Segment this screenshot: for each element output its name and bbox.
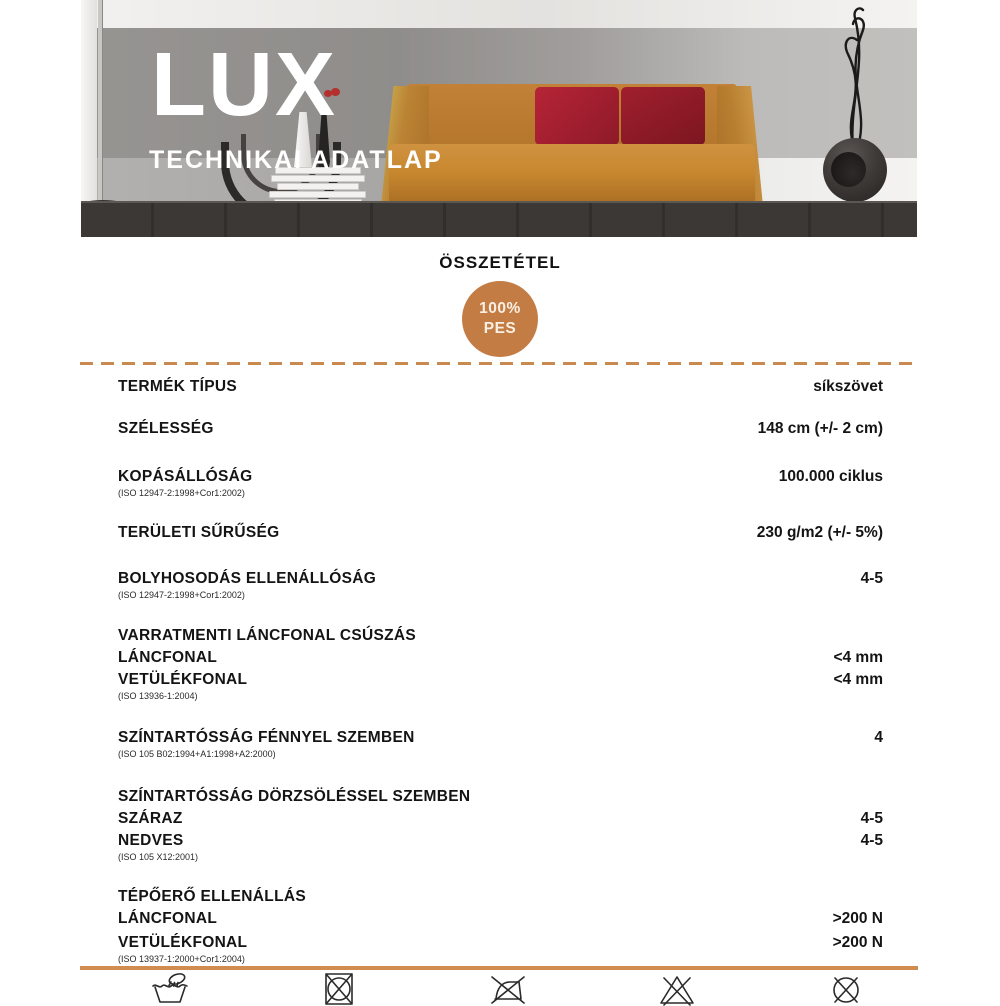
- header-photo: [81, 0, 917, 237]
- spec-value: 100.000 ciklus: [778, 468, 883, 485]
- spec-group-szintartossag-dorzsoles: [118, 787, 883, 862]
- spec-value: síkszövet: [813, 378, 883, 395]
- red-pillow-right: [621, 87, 705, 145]
- spec-iso-standard: (ISO 12947-2:1998+Cor1:2002): [118, 590, 245, 600]
- spec-label: SZÁRAZ: [118, 810, 183, 827]
- spec-group-label: VARRATMENTI LÁNCFONAL CSÚSZÁS: [118, 627, 417, 644]
- spec-iso-standard: (ISO 12947-2:1998+Cor1:2002): [118, 488, 245, 498]
- spec-label: SZÉLESSÉG: [118, 420, 214, 437]
- page-subtitle: TECHNIKAI ADATLAP: [149, 146, 443, 174]
- photo-wall-edge: [81, 0, 97, 201]
- page-title: LUX: [151, 35, 337, 135]
- spec-value: 4-5: [860, 810, 883, 827]
- spec-value: >200 N: [832, 910, 883, 927]
- spec-label: LÁNCFONAL: [118, 910, 218, 927]
- spec-iso-standard: (ISO 105 X12:2001): [118, 852, 199, 862]
- spec-group-tepoero: [118, 887, 883, 964]
- spec-value: 148 cm (+/- 2 cm): [757, 420, 883, 437]
- dashed-divider: [80, 362, 918, 365]
- composition-percent: 100%: [479, 300, 521, 317]
- spec-group-label: SZÍNTARTÓSSÁG DÖRZSÖLÉSSEL SZEMBEN: [118, 788, 471, 805]
- spec-value: 4-5: [860, 570, 883, 587]
- spec-value: 4-5: [860, 832, 883, 849]
- composition-heading: ÖSSZETÉTEL: [439, 253, 561, 272]
- spec-label: NEDVES: [118, 832, 184, 849]
- spec-group-varratmenti: [118, 626, 883, 701]
- do-not-iron-icon: [488, 972, 528, 1006]
- spec-group-label: TÉPŐERŐ ELLENÁLLÁS: [118, 888, 306, 905]
- care-symbols-row: [150, 972, 866, 1006]
- spec-label: TERMÉK TÍPUS: [118, 378, 237, 395]
- sphere-vase: [823, 138, 887, 202]
- spec-value: <4 mm: [833, 671, 883, 688]
- spec-value: >200 N: [832, 934, 883, 951]
- spec-label: KOPÁSÁLLÓSÁG: [118, 468, 253, 485]
- photo-wall: [81, 0, 917, 28]
- do-not-bleach-icon: [657, 972, 697, 1006]
- composition-badge: [462, 281, 538, 357]
- do-not-tumble-dry-icon: [319, 972, 359, 1006]
- spec-label: SZÍNTARTÓSSÁG FÉNNYEL SZEMBEN: [118, 729, 415, 746]
- spec-label: LÁNCFONAL: [118, 649, 218, 666]
- spec-row-szelesseg: [118, 419, 883, 438]
- spec-iso-standard: (ISO 105 B02:1994+A1:1998+A2:2000): [118, 749, 276, 759]
- photo-floor: [81, 201, 917, 237]
- spec-row-szintartossag-feny: [118, 728, 883, 759]
- spec-label: VETÜLÉKFONAL: [118, 934, 248, 951]
- hand-wash-icon: [150, 972, 190, 1006]
- red-pillow-left: [535, 87, 619, 145]
- spec-value: <4 mm: [833, 649, 883, 666]
- spec-label: VETÜLÉKFONAL: [118, 671, 248, 688]
- spec-iso-standard: (ISO 13937-1:2000+Cor1:2004): [118, 954, 245, 964]
- do-not-dry-clean-icon: [826, 972, 866, 1006]
- composition-material: PES: [483, 320, 517, 337]
- spec-row-teruleti-suruseg: [118, 523, 883, 542]
- spec-label: TERÜLETI SŰRŰSÉG: [118, 524, 280, 541]
- spec-row-bolyhosodas: [118, 569, 883, 600]
- spec-iso-standard: (ISO 13936-1:2004): [118, 691, 198, 701]
- spec-value: 4: [874, 729, 883, 746]
- floor-lamp: [98, 0, 102, 205]
- spec-row-termek-tipus: [118, 377, 883, 396]
- spec-row-kopasallosag: [118, 467, 883, 498]
- twigs-decor: [797, 0, 907, 152]
- footer-divider: [80, 966, 918, 970]
- spec-label: BOLYHOSODÁS ELLENÁLLÓSÁG: [118, 570, 377, 587]
- spec-value: 230 g/m2 (+/- 5%): [756, 524, 883, 541]
